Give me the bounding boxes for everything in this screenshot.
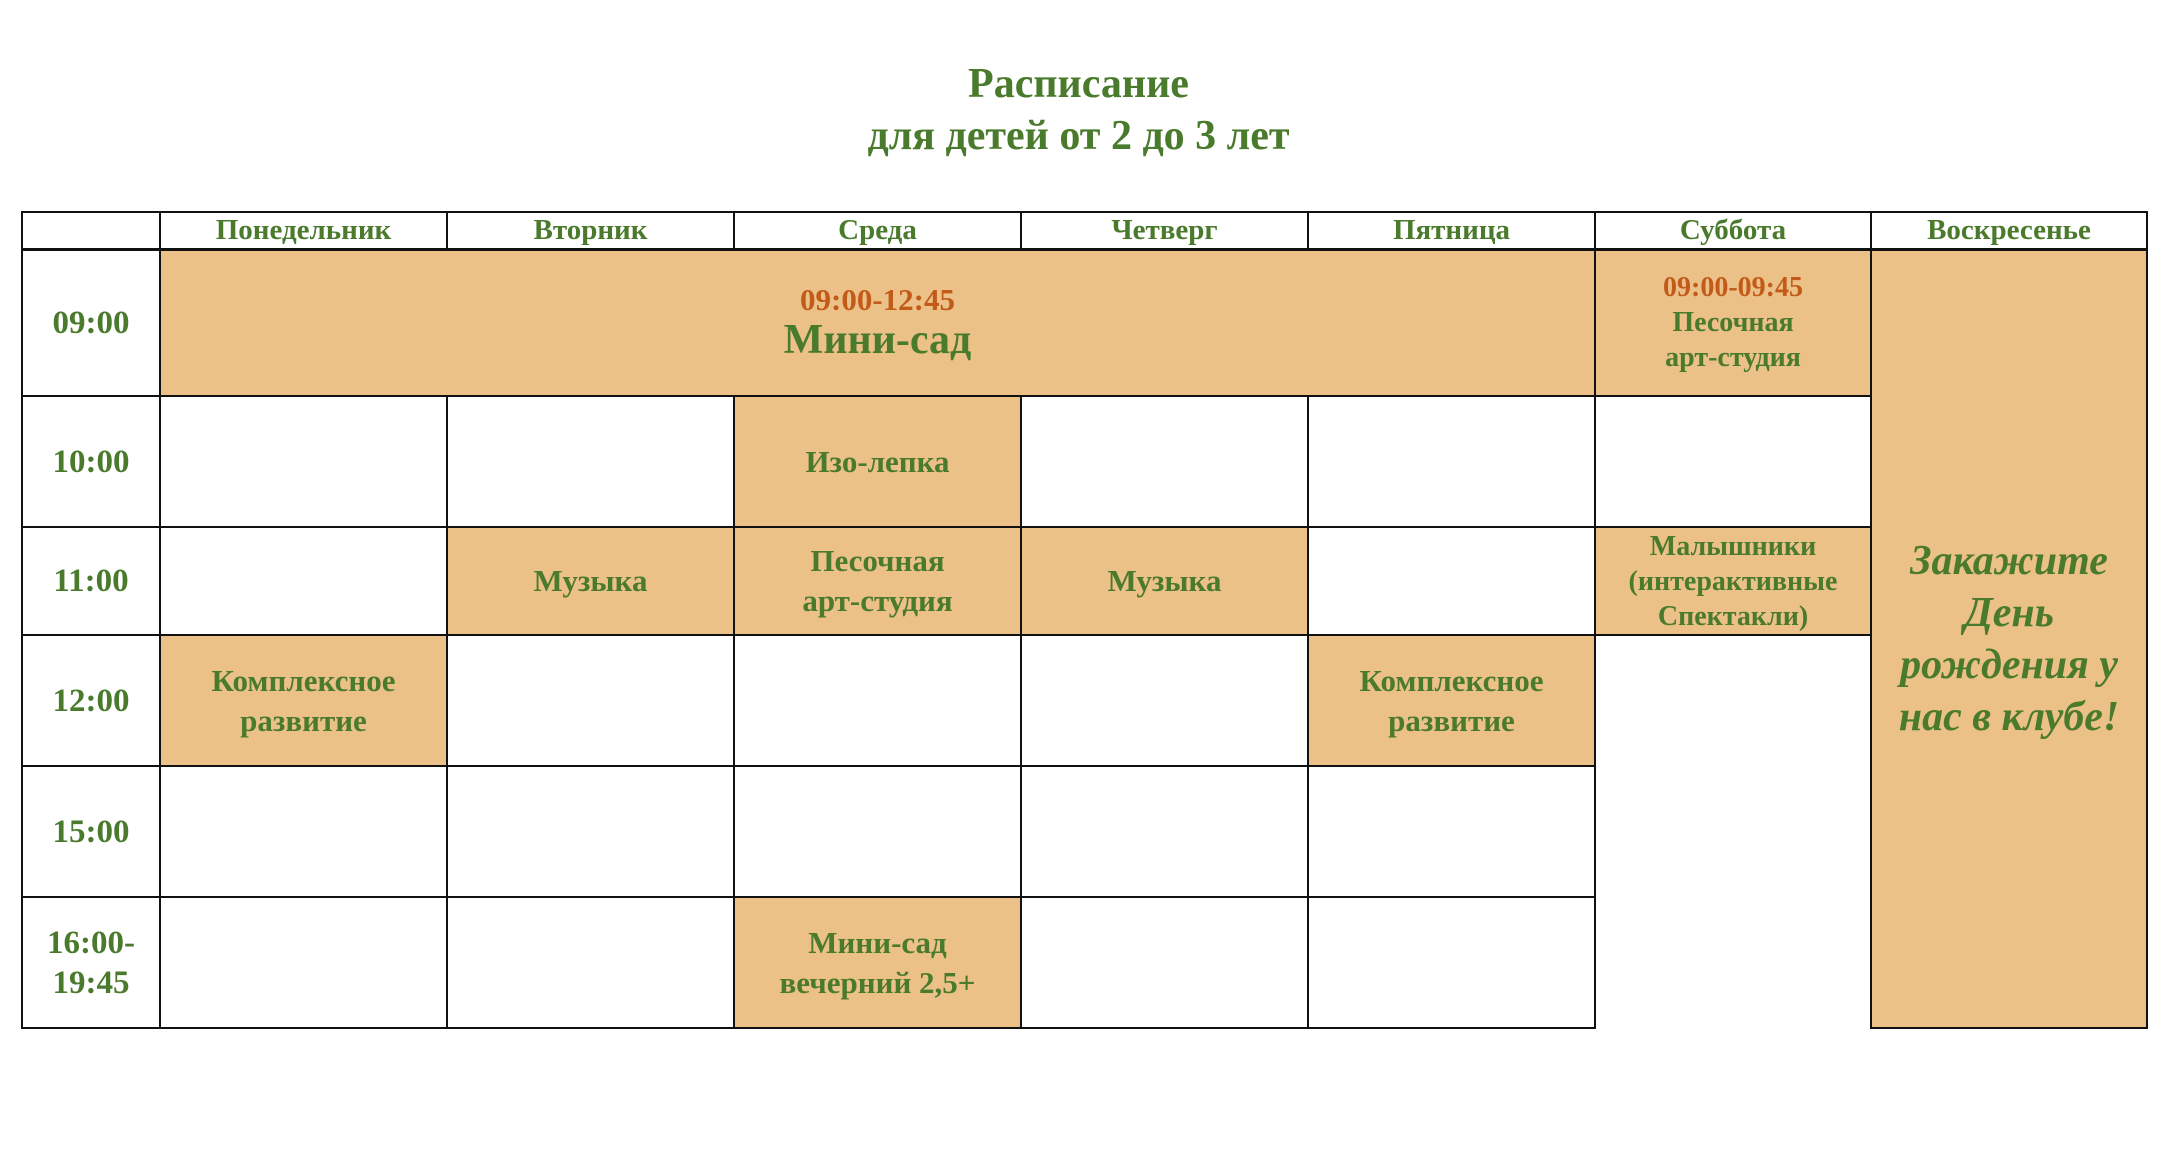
- day-header-saturday: Суббота: [1595, 212, 1871, 249]
- cell-tue-1500: [447, 766, 734, 897]
- wed-1100-line1: Песочная: [810, 543, 945, 578]
- row-1100: [22, 527, 2147, 635]
- sun-promo-line2: День: [1964, 589, 2054, 636]
- cell-mon-1500: [160, 766, 447, 897]
- cell-tue-1000: [447, 396, 734, 527]
- cell-thu-1100: Музыка: [1021, 527, 1308, 635]
- fri-1200-line2: развитие: [1388, 702, 1515, 738]
- cell-sat-0900: [1595, 249, 1871, 396]
- title-line-1: Расписание: [968, 61, 1189, 107]
- day-header-monday: Понедельник: [160, 212, 447, 249]
- page-title: [0, 58, 2157, 162]
- mini-sad-label: Мини-сад: [783, 316, 972, 363]
- sat-1100-line2: (интерактивные: [1628, 565, 1838, 597]
- day-header-sunday: Воскресенье: [1871, 212, 2147, 249]
- cell-tue-1100: Музыка: [447, 527, 734, 635]
- mon-1200-line2: развитие: [240, 702, 367, 738]
- cell-thu-1000: [1021, 396, 1308, 527]
- fri-1200-line1: Комплексное: [1359, 662, 1544, 698]
- day-header-tuesday: Вторник: [447, 212, 734, 249]
- day-header-thursday: Четверг: [1021, 212, 1308, 249]
- cell-mon-1000: [160, 396, 447, 527]
- cell-mon-1100: [160, 527, 447, 635]
- wed-1600-line1: Мини-сад: [808, 924, 947, 960]
- wed-1600-line2: вечерний 2,5+: [779, 964, 976, 1000]
- time-label-0900: 09:00: [22, 249, 160, 396]
- sun-promo-line4: нас в клубе!: [1898, 693, 2120, 740]
- time-1600-line2: 19:45: [52, 964, 130, 1001]
- cell-wed-1200: [734, 635, 1021, 766]
- schedule-table: [21, 211, 2148, 1029]
- cell-tue-1200: [447, 635, 734, 766]
- cell-fri-1600: [1308, 897, 1595, 1028]
- cell-fri-1100: [1308, 527, 1595, 635]
- day-header-friday: Пятница: [1308, 212, 1595, 249]
- cell-mini-sad-weekday: [160, 249, 1595, 396]
- time-label-1500: 15:00: [22, 766, 160, 897]
- cell-fri-1000: [1308, 396, 1595, 527]
- sat-1100-line3: Спектакли): [1657, 600, 1809, 632]
- sat-0900-line2: арт-студия: [1665, 342, 1801, 374]
- day-header-wednesday: Среда: [734, 212, 1021, 249]
- cell-sat-1100: [1595, 527, 1871, 635]
- cell-wed-1500: [734, 766, 1021, 897]
- cell-wed-1100: [734, 527, 1021, 635]
- sat-0900-time: 09:00-09:45: [1663, 272, 1803, 304]
- cell-mon-1600: [160, 897, 447, 1028]
- sun-promo-line1: Закажите: [1910, 537, 2108, 584]
- cell-fri-1500: [1308, 766, 1595, 897]
- header-corner: [22, 212, 160, 249]
- time-1600-line1: 16:00-: [47, 924, 135, 961]
- sat-1100-line1: Малышники: [1649, 530, 1817, 562]
- row-0900: [22, 249, 2147, 396]
- cell-mon-1200: [160, 635, 447, 766]
- cell-sat-afternoon: [1595, 635, 1871, 1028]
- wed-1100-line2: арт-студия: [802, 583, 953, 618]
- mini-sad-time: 09:00-12:45: [800, 281, 955, 317]
- cell-wed-1000: Изо-лепка: [734, 396, 1021, 527]
- header-row: [22, 212, 2147, 249]
- cell-tue-1600: [447, 897, 734, 1028]
- row-1000: [22, 396, 2147, 527]
- cell-sunday-promo: [1871, 249, 2147, 1028]
- sat-0900-line1: Песочная: [1672, 307, 1794, 339]
- row-1200: [22, 635, 2147, 766]
- time-label-1200: 12:00: [22, 635, 160, 766]
- title-line-2: для детей от 2 до 3 лет: [867, 113, 1290, 159]
- cell-thu-1500: [1021, 766, 1308, 897]
- time-label-1000: 10:00: [22, 396, 160, 527]
- time-label-1100: 11:00: [22, 527, 160, 635]
- sun-promo-line3: рождения у: [1900, 641, 2118, 688]
- time-label-1600: [22, 897, 160, 1028]
- cell-fri-1200: [1308, 635, 1595, 766]
- mon-1200-line1: Комплексное: [211, 662, 396, 698]
- cell-thu-1200: [1021, 635, 1308, 766]
- cell-wed-1600: [734, 897, 1021, 1028]
- cell-thu-1600: [1021, 897, 1308, 1028]
- cell-sat-1000: [1595, 396, 1871, 527]
